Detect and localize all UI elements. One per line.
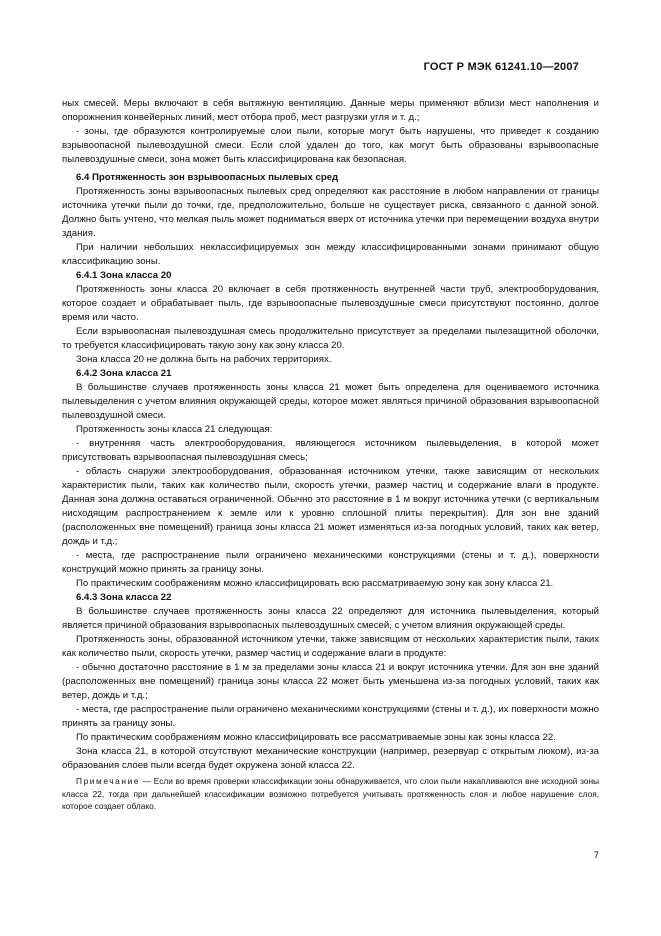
- section-heading-6-4: 6.4 Протяженность зон взрывоопасных пылевых сред: [76, 172, 339, 183]
- paragraph: В большинстве случаев протяженность зоны класса 22 определяют для источника пылевыделения, который является причиной образования взрывоопасных пылевоздушных смесей, с учетом влияния окружающей среды.: [62, 606, 599, 631]
- paragraph: По практическим соображениям можно классифицировать всю рассматриваемую зону как зону класса 21.: [76, 578, 554, 589]
- page-body: [62, 97, 599, 813]
- list-item: - места, где распространение пыли ограничено механическими конструкциями (стены и т. д.), поверхности конструкций можно принять за границу зоны.: [62, 550, 599, 575]
- note-text: — Если во время проверки классификации зоны обнаруживается, что слои пыли накапливаются вне исходной зоны класса 22, тогда при дальнейшей классификации возможно потребуется учитывать протяженность слоя и любое нарушение слоя, которое создает облако.: [62, 776, 599, 811]
- note-label: Примечание: [76, 776, 141, 786]
- paragraph: ных смесей. Меры включают в себя вытяжную вентиляцию. Данные меры применяют вблизи мест наполнения и опорожнения конвейерных линий, мест отбора проб, мест разгрузки угля и т. д.;: [62, 98, 599, 123]
- note: [62, 775, 599, 813]
- page-number: 7: [593, 850, 599, 861]
- paragraph: Протяженность зоны, образованной источником утечки, также зависящим от нескольких характеристик пыли, таких как количество пыли, скорость утечки, размер частиц и содержание влаги в продукте:: [62, 634, 599, 659]
- paragraph: В большинстве случаев протяженность зоны класса 21 может быть определена для оцениваемого источника пылевыделения с учетом влияния окружающей среды, которое может являться причиной образования взрывоопасной пылевоздушной смеси.: [62, 382, 599, 421]
- paragraph: Зона класса 20 не должна быть на рабочих территориях.: [76, 354, 332, 365]
- paragraph: При наличии небольших неклассифицируемых зон между классифицированными зонами принимают общую классификацию зоны.: [62, 242, 599, 267]
- paragraph: Протяженность зоны класса 20 включает в себя протяженность внутренней части труб, электрооборудования, которое создает и обрабатывает пыль, где взрывоопасные пылевоздушные смеси присутствуют постоянно, долгое время или часто.: [62, 284, 599, 323]
- list-item: - внутренняя часть электрооборудования, являющегося источником пылевыделения, в которой может присутствовать взрывоопасная пылевоздушная смесь;: [62, 438, 599, 463]
- list-item: - область снаружи электрооборудования, образованная источником утечки, также зависящим от нескольких характеристик пыли, таких как количество пыли, скорость утечки, размер частиц и содержание влаги в продукте. Данная зона должна оставаться ограниченной. Обычно это расстояние в 1 м вокруг источника утечки (с вертикальным нисходящим распространением к земле или к уровню сплошной плиты перекрытия). Для зон вне зданий (расположенных вне помещений) граница зоны класса 21 может изменяться из-за погодных условий, таких как ветер, дождь и т.д.;: [62, 466, 599, 547]
- subsection-heading-6-4-3: 6.4.3 Зона класса 22: [76, 592, 172, 603]
- list-item: - места, где распространение пыли ограничено механическими конструкциями (стены и т. д.), их поверхности можно принять за границу зоны.: [62, 704, 599, 729]
- paragraph: Если взрывоопасная пылевоздушная смесь продолжительно присутствует за пределами пылезащитной оболочки, то требуется классифицировать такую зону как зону класса 20.: [62, 326, 599, 351]
- paragraph: Протяженность зоны класса 21 следующая:: [76, 424, 273, 435]
- paragraph: По практическим соображениям можно классифицировать все рассматриваемые зоны как зоны класса 22.: [76, 732, 556, 743]
- paragraph: - зоны, где образуются контролируемые слои пыли, которые могут быть нарушены, что приведет к созданию взрывоопасной пылевоздушной смеси. Если слой удален до того, как могут быть образованы взрывоопасные пылевоздушные смеси, зона может быть классифицирована как безопасная.: [62, 126, 599, 165]
- subsection-heading-6-4-1: 6.4.1 Зона класса 20: [76, 270, 172, 281]
- paragraph: Зона класса 21, в которой отсутствуют механические конструкции (например, резервуар с открытым люком), из-за образования слоев пыли всегда будет окружена зоной класса 22.: [62, 746, 599, 771]
- paragraph: Протяженность зоны взрывоопасных пылевых сред определяют как расстояние в любом направлении от границы источника утечки пыли до точки, где, предположительно, больше не существует риска, связанного с данной зоной. Должно быть учтено, что мелкая пыль может подниматься вверх от источника утечки при перемещении воздуха внутри здания.: [62, 186, 599, 239]
- list-item: - обычно достаточно расстояние в 1 м за пределами зоны класса 21 и вокруг источника утечки. Для зон вне зданий (расположенных вне помещений) граница зоны класса 22 может быть уменьшена из-за погодных условий, таких как ветер, дождь и т.д.;: [62, 662, 599, 701]
- document-code-header: ГОСТ Р МЭК 61241.10—2007: [423, 61, 579, 73]
- subsection-heading-6-4-2: 6.4.2 Зона класса 21: [76, 368, 172, 379]
